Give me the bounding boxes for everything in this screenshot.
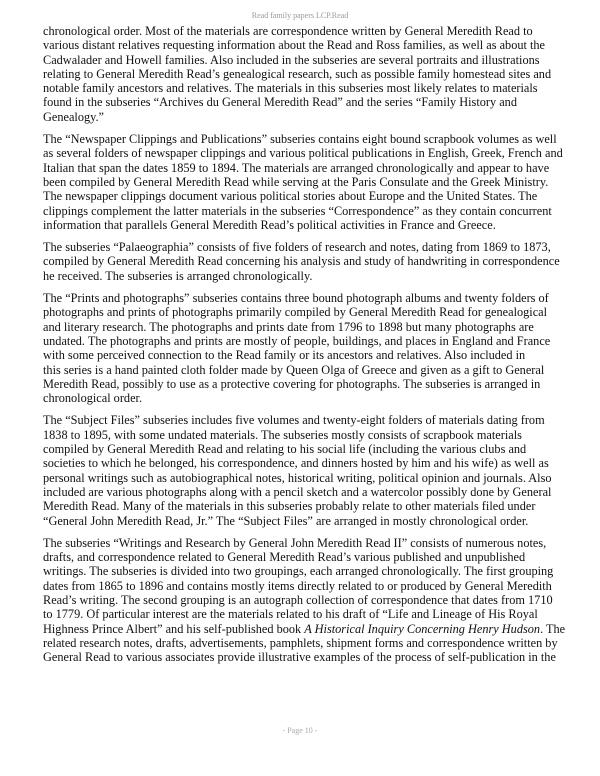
text-line: Read’s writing. The second grouping is an autograph collection of correspondence that dates from 1710	[43, 592, 553, 607]
text-line	[43, 622, 583, 636]
text-line: information that parallels General Meredith Read’s political activities in France and Greece.	[43, 217, 496, 232]
text-line: related research notes, drafts, advertisements, pamphlets, shipment forms and correspondence written by	[43, 635, 558, 650]
text-line: to 1779. Of particular interest are the materials related to his draft of “Life and Lineage of His Royal	[43, 607, 538, 622]
text-line: various distant relatives requesting information about the Read and Ross families, as well as about the	[43, 38, 546, 53]
text-line: Cadwalader and Howell families. Also included in the subseries are several portraits and illustrations	[43, 52, 540, 67]
page-number: - Page 10 -	[282, 726, 318, 735]
text-line: personal writings such as autobiographical notes, historical writing, political opinion and journals. Also	[43, 470, 552, 485]
text-line: compiled by General Meredith Read concerning his analysis and study of handwriting in correspondence	[43, 254, 560, 269]
text-line: drafts, and correspondence related to General Meredith Read’s various published and unpublished	[43, 550, 526, 565]
paragraph-family-history	[43, 24, 583, 124]
text-line: dates from 1865 to 1896 and contains mostly items directly related to or produced by General Meredith	[43, 578, 552, 593]
text-line: this series is a hand painted cloth folder made by Queen Olga of Greece and given as a gift to General	[43, 362, 545, 377]
text-line: The subseries “Palaeographia” consists of five folders of research and notes, dating from 1869 to 1873,	[43, 240, 551, 255]
paragraph-prints-photographs	[43, 291, 583, 405]
paragraph-palaeographia	[43, 240, 583, 283]
paragraph-newspaper-clippings	[43, 132, 583, 232]
text-line: writings. The subseries is divided into two groupings, each arranged chronologically. The first grouping	[43, 564, 554, 579]
text-line: he received. The subseries is arranged chronologically.	[43, 268, 313, 283]
text-line: The “Subject Files” subseries includes five volumes and twenty-eight folders of materials dating from	[43, 413, 545, 428]
text-line: found in the subseries “Archives du General Meredith Read” and the series “Family History and	[43, 95, 517, 110]
text-line: The “Newspaper Clippings and Publications” subseries contains eight bound scrapbook volumes as well	[43, 132, 557, 147]
text-line: photographs and prints of photographs primarily compiled by General Meredith Read for genealogical	[43, 305, 548, 320]
text-line: chronological order. Most of the materials are correspondence written by General Meredith Read to	[43, 24, 533, 38]
text-line: The newspaper clippings document various political stories about Europe and the United States. The	[43, 189, 538, 204]
text-line: relating to General Meredith Read’s genealogical research, such as possible family homestead sites and	[43, 66, 552, 81]
text-line: included are various photographs along with a pencil sketch and a watercolor possibly done by General	[43, 484, 552, 499]
text-line: The subseries “Writings and Research by General John Meredith Read II” consists of numerous notes,	[43, 535, 547, 550]
text-line: as several folders of newspaper clippings and various political publications in English, Greek, French and	[43, 146, 563, 161]
text-line: undated. The photographs and prints are mostly of people, buildings, and places in England and France	[43, 333, 551, 348]
text-run: Highness Prince Albert” and his self-published book	[43, 621, 305, 636]
text-line: societies to which he belonged, his correspondence, and dinners hosted by him and his wife) as well as	[43, 456, 549, 471]
text-line: General Read to various associates provide illustrative examples of the process of self-publication in the	[43, 650, 556, 665]
text-line: with some perceived connection to the Read family or its ancestors and relatives. Also included in	[43, 348, 526, 363]
book-title: A Historical Inquiry Concerning Henry Hudson	[304, 621, 541, 636]
text-line: Meredith Read. Many of the materials in this subseries probably relate to other materials filed under	[43, 499, 536, 514]
document-body	[43, 24, 583, 672]
text-line: “General John Meredith Read, Jr.” The “Subject Files” are arranged in mostly chronological order.	[43, 513, 529, 528]
paragraph-subject-files	[43, 413, 583, 527]
running-header: Read family papers LCP.Read	[251, 11, 349, 20]
text-line: compiled by General Meredith Read and relating to his social life (including the various clubs and	[43, 442, 527, 457]
text-line: and literary research. The photographs and prints date from 1796 to 1898 but many photographs are	[43, 319, 534, 334]
text-line: Italian that span the dates 1859 to 1894. The materials are arranged chronologically and appear to have	[43, 160, 550, 175]
text-line: The “Prints and photographs” subseries contains three bound photograph albums and twenty folders of	[43, 291, 549, 306]
text-line: chronological order.	[43, 391, 143, 406]
paragraph-writings-research	[43, 536, 583, 665]
text-line: notable family ancestors and relatives. The materials in this subseries most likely relates to materials	[43, 81, 538, 96]
text-run: . The	[540, 621, 566, 636]
text-line: 1838 to 1895, with some undated materials. The subseries mostly consists of scrapbook materials	[43, 427, 522, 442]
text-line: clippings complement the latter materials in the subseries “Correspondence” as they contain concurrent	[43, 203, 552, 218]
text-line: been compiled by General Meredith Read while serving at the Paris Consulate and the Greek Ministry.	[43, 174, 549, 189]
text-line: Meredith Read, possibly to use as a protective covering for photographs. The subseries is arranged in	[43, 376, 541, 391]
text-line: Genealogy.”	[43, 109, 104, 124]
